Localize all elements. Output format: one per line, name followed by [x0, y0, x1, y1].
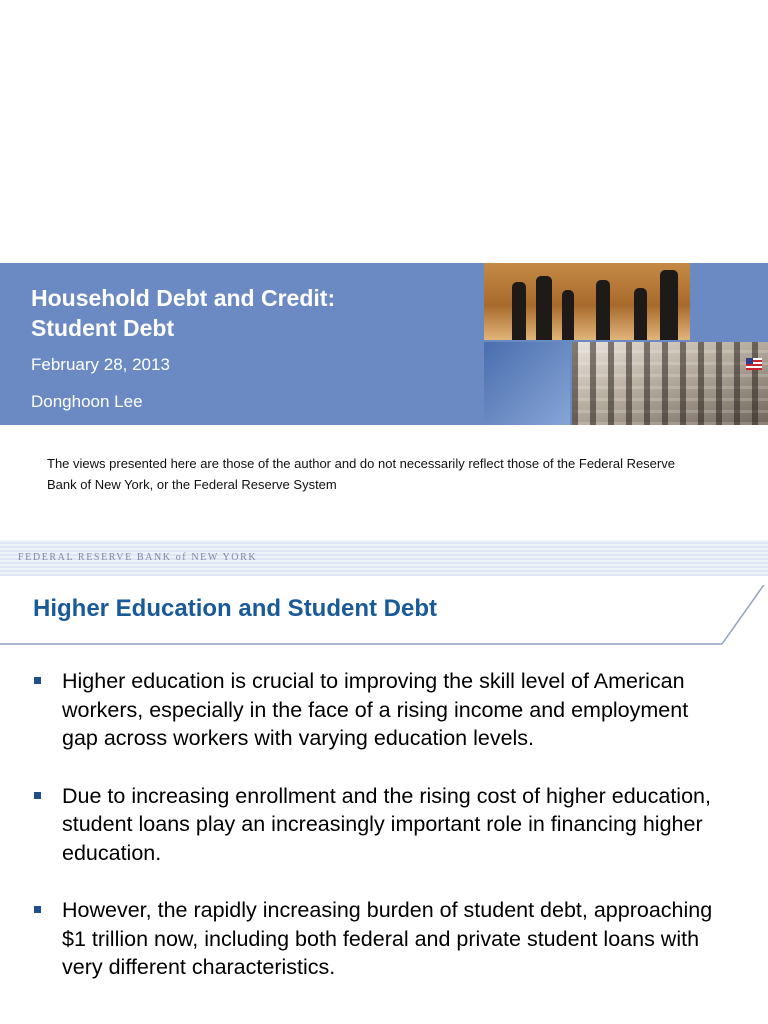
- square-bullet-icon: [34, 906, 41, 913]
- presentation-title: Household Debt and Credit: Student Debt: [31, 285, 336, 341]
- bullet-item: [30, 896, 730, 982]
- bullet-text: However, the rapidly increasing burden of student debt, approaching $1 trillion now, including both federal and private student loans with very different characteristics.: [62, 898, 713, 979]
- frbny-header-band: [0, 540, 768, 576]
- square-bullet-icon: [34, 677, 41, 684]
- square-bullet-icon: [34, 792, 41, 799]
- organization-name: FEDERAL RESERVE BANK of NEW YORK: [18, 552, 258, 563]
- disclaimer-text: The views presented here are those of the author and do not necessarily reflect those of the Federal Reserve Bank of New York, or the Federal Reserve System: [47, 456, 675, 492]
- bullet-list: [30, 667, 730, 1011]
- us-flag-icon: [746, 358, 762, 370]
- bullet-text: Higher education is crucial to improving the skill level of American workers, especially in the face of a rising income and employment gap across workers with varying education levels.: [62, 669, 689, 750]
- lobby-people-photo: [484, 263, 690, 340]
- slide-title: Higher Education and Student Debt: [33, 595, 438, 622]
- presentation-date: February 28, 2013: [31, 355, 170, 374]
- bullet-text: Due to increasing enrollment and the rising cost of higher education, student loans play an increasingly important role in financing higher education.: [62, 783, 711, 865]
- title-block: [31, 283, 451, 412]
- federal-reserve-building-photo: [572, 342, 768, 425]
- presentation-author: Donghoon Lee: [31, 392, 143, 411]
- slide-title-area: [0, 585, 768, 647]
- bullet-item: [30, 782, 730, 868]
- bullet-item: [30, 667, 730, 753]
- blue-gradient-tile: [484, 342, 570, 425]
- photo-placeholder: [692, 263, 768, 340]
